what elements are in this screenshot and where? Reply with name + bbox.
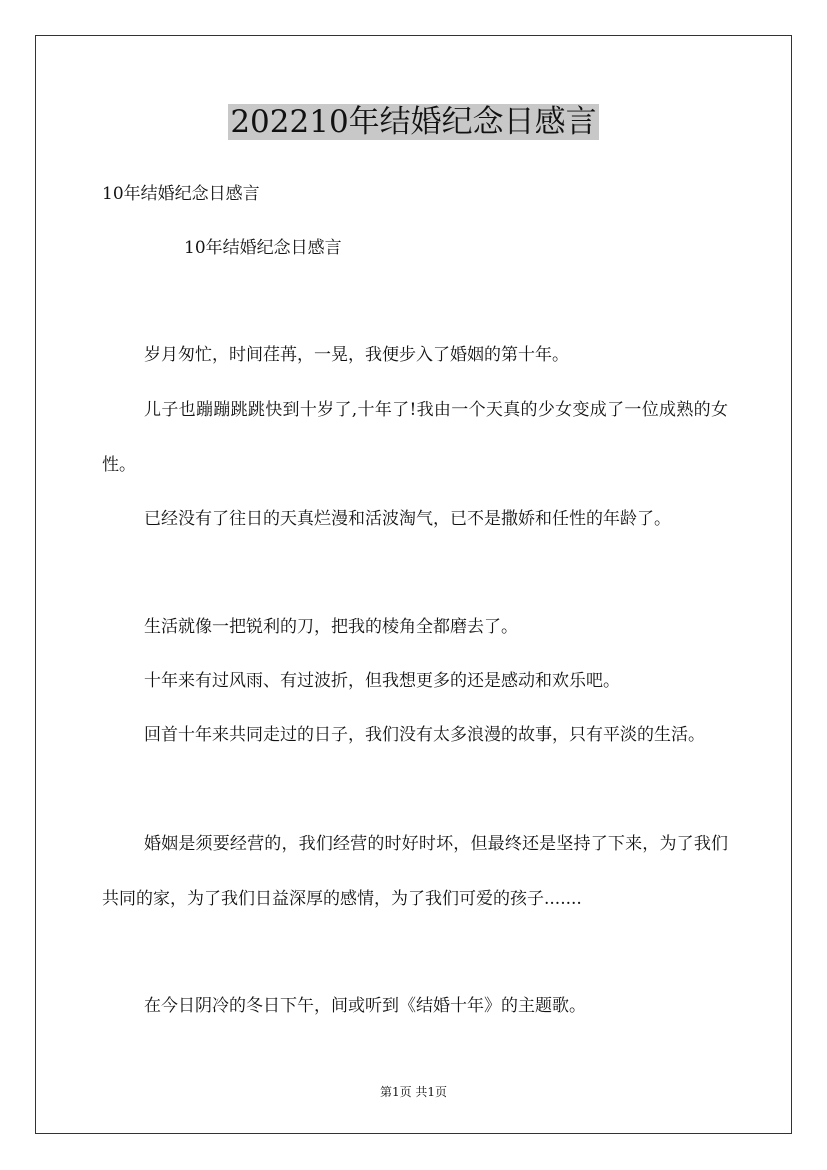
paragraph-4: 生活就像一把锐利的刀，把我的棱角全都磨去了。 <box>144 617 518 637</box>
document-title-text: 202210年结婚纪念日感言 <box>230 104 597 140</box>
paragraph-3: 已经没有了往日的天真烂漫和活波淘气，已不是撒娇和任性的年龄了。 <box>144 509 671 529</box>
paragraph-5: 十年来有过风雨、有过波折，但我想更多的还是感动和欢乐吧。 <box>144 671 620 691</box>
paragraph-1: 岁月匆忙，时间荏苒，一晃，我便步入了婚姻的第十年。 <box>144 345 569 365</box>
paragraph-7: 婚姻是须要经营的，我们经营的时好时坏，但最终还是坚持了下来，为了我们共同的家，为了我们日益深厚的感情，为了我们可爱的孩子....... <box>102 834 728 909</box>
document-title <box>0 100 827 144</box>
paragraph-6: 回首十年来共同走过的日子，我们没有太多浪漫的故事，只有平淡的生活。 <box>144 725 705 745</box>
subtitle-primary: 10年结婚纪念日感言 <box>102 184 260 204</box>
paragraph-8: 在今日阴冷的冬日下午，间或听到《结婚十年》的主题歌。 <box>144 996 586 1016</box>
subtitle-secondary: 10年结婚纪念日感言 <box>184 238 342 258</box>
paragraph-2: 儿子也蹦蹦跳跳快到十岁了,十年了!我由一个天真的少女变成了一位成熟的女性。 <box>102 400 728 475</box>
page-footer: 第1页 共1页 <box>379 1085 448 1099</box>
